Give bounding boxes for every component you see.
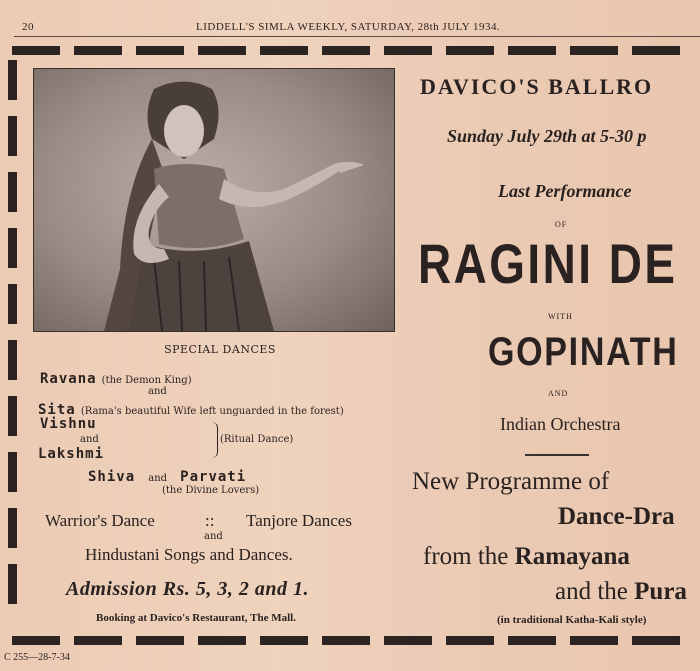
bottom-dashed-border — [12, 636, 680, 645]
pura-text: Pura — [634, 578, 687, 605]
dance-desc: (Rama's beautiful Wife left unguarded in the forest) — [80, 406, 344, 417]
dancer-photo — [33, 68, 395, 332]
left-dashed-border — [8, 60, 17, 604]
with-label: WITH — [548, 312, 573, 321]
dance-name: Sita — [38, 402, 76, 418]
page-number: 20 — [22, 21, 34, 33]
vishnu-name: Vishnu — [40, 416, 97, 432]
and-the-text: and the — [555, 578, 635, 605]
special-dances-heading: SPECIAL DANCES — [164, 343, 276, 356]
dance-desc: (the Demon King) — [101, 375, 192, 386]
and-puranas-line — [555, 578, 687, 606]
venue-title: DAVICO'S BALLRO — [420, 74, 654, 99]
and-connector: and — [80, 434, 99, 445]
new-programme: New Programme of — [412, 468, 610, 495]
warrior-dance: Warrior's Dance — [45, 511, 155, 530]
and-connector: and — [148, 386, 167, 397]
ritual-dance-note: (Ritual Dance) — [220, 434, 294, 445]
page-fold — [408, 40, 411, 660]
header-rule — [14, 36, 700, 37]
ravana-line — [40, 368, 192, 387]
from-ramayana-line — [423, 543, 630, 571]
top-dashed-border — [12, 46, 680, 55]
newspaper-title: LIDDELL'S SIMLA WEEKLY, SATURDAY, 28th JULY 1934. — [196, 21, 501, 33]
dance-drama: Dance-Dra — [558, 503, 675, 530]
ramayana-text: Ramayana — [514, 543, 630, 570]
and-connector: and — [204, 531, 223, 542]
from-the-text: from the — [423, 543, 515, 570]
lakshmi-name: Lakshmi — [38, 446, 105, 462]
last-performance: Last Performance — [498, 181, 632, 201]
event-date: Sunday July 29th at 5-30 p — [447, 126, 647, 146]
separator: :: — [205, 511, 215, 530]
partner-name: GOPINATH — [488, 330, 679, 374]
ritual-bracket — [211, 422, 218, 458]
divine-lovers-note: (the Divine Lovers) — [162, 485, 260, 496]
performer-name: RAGINI DE — [418, 232, 678, 295]
dance-name: Shiva — [88, 469, 136, 485]
katha-kali-style: (in traditional Katha-Kali style) — [497, 614, 647, 626]
shiva-parvati-line — [88, 466, 246, 485]
tanjore-dances: Tanjore Dances — [246, 511, 352, 530]
short-rule — [525, 454, 589, 456]
newspaper-header — [0, 0, 700, 36]
booking-info: Booking at Davico's Restaurant, The Mall. — [96, 612, 296, 624]
dance-name: Parvati — [180, 469, 247, 485]
and-connector: and — [148, 473, 168, 484]
dance-name: Ravana — [40, 371, 97, 387]
footer-code: C 255—28-7-34 — [4, 652, 70, 663]
of-label: OF — [555, 220, 568, 229]
hindustani-songs: Hindustani Songs and Dances. — [85, 545, 293, 564]
orchestra: Indian Orchestra — [500, 414, 621, 434]
admission-prices: Admission Rs. 5, 3, 2 and 1. — [66, 578, 309, 600]
and-label: AND — [548, 389, 569, 398]
